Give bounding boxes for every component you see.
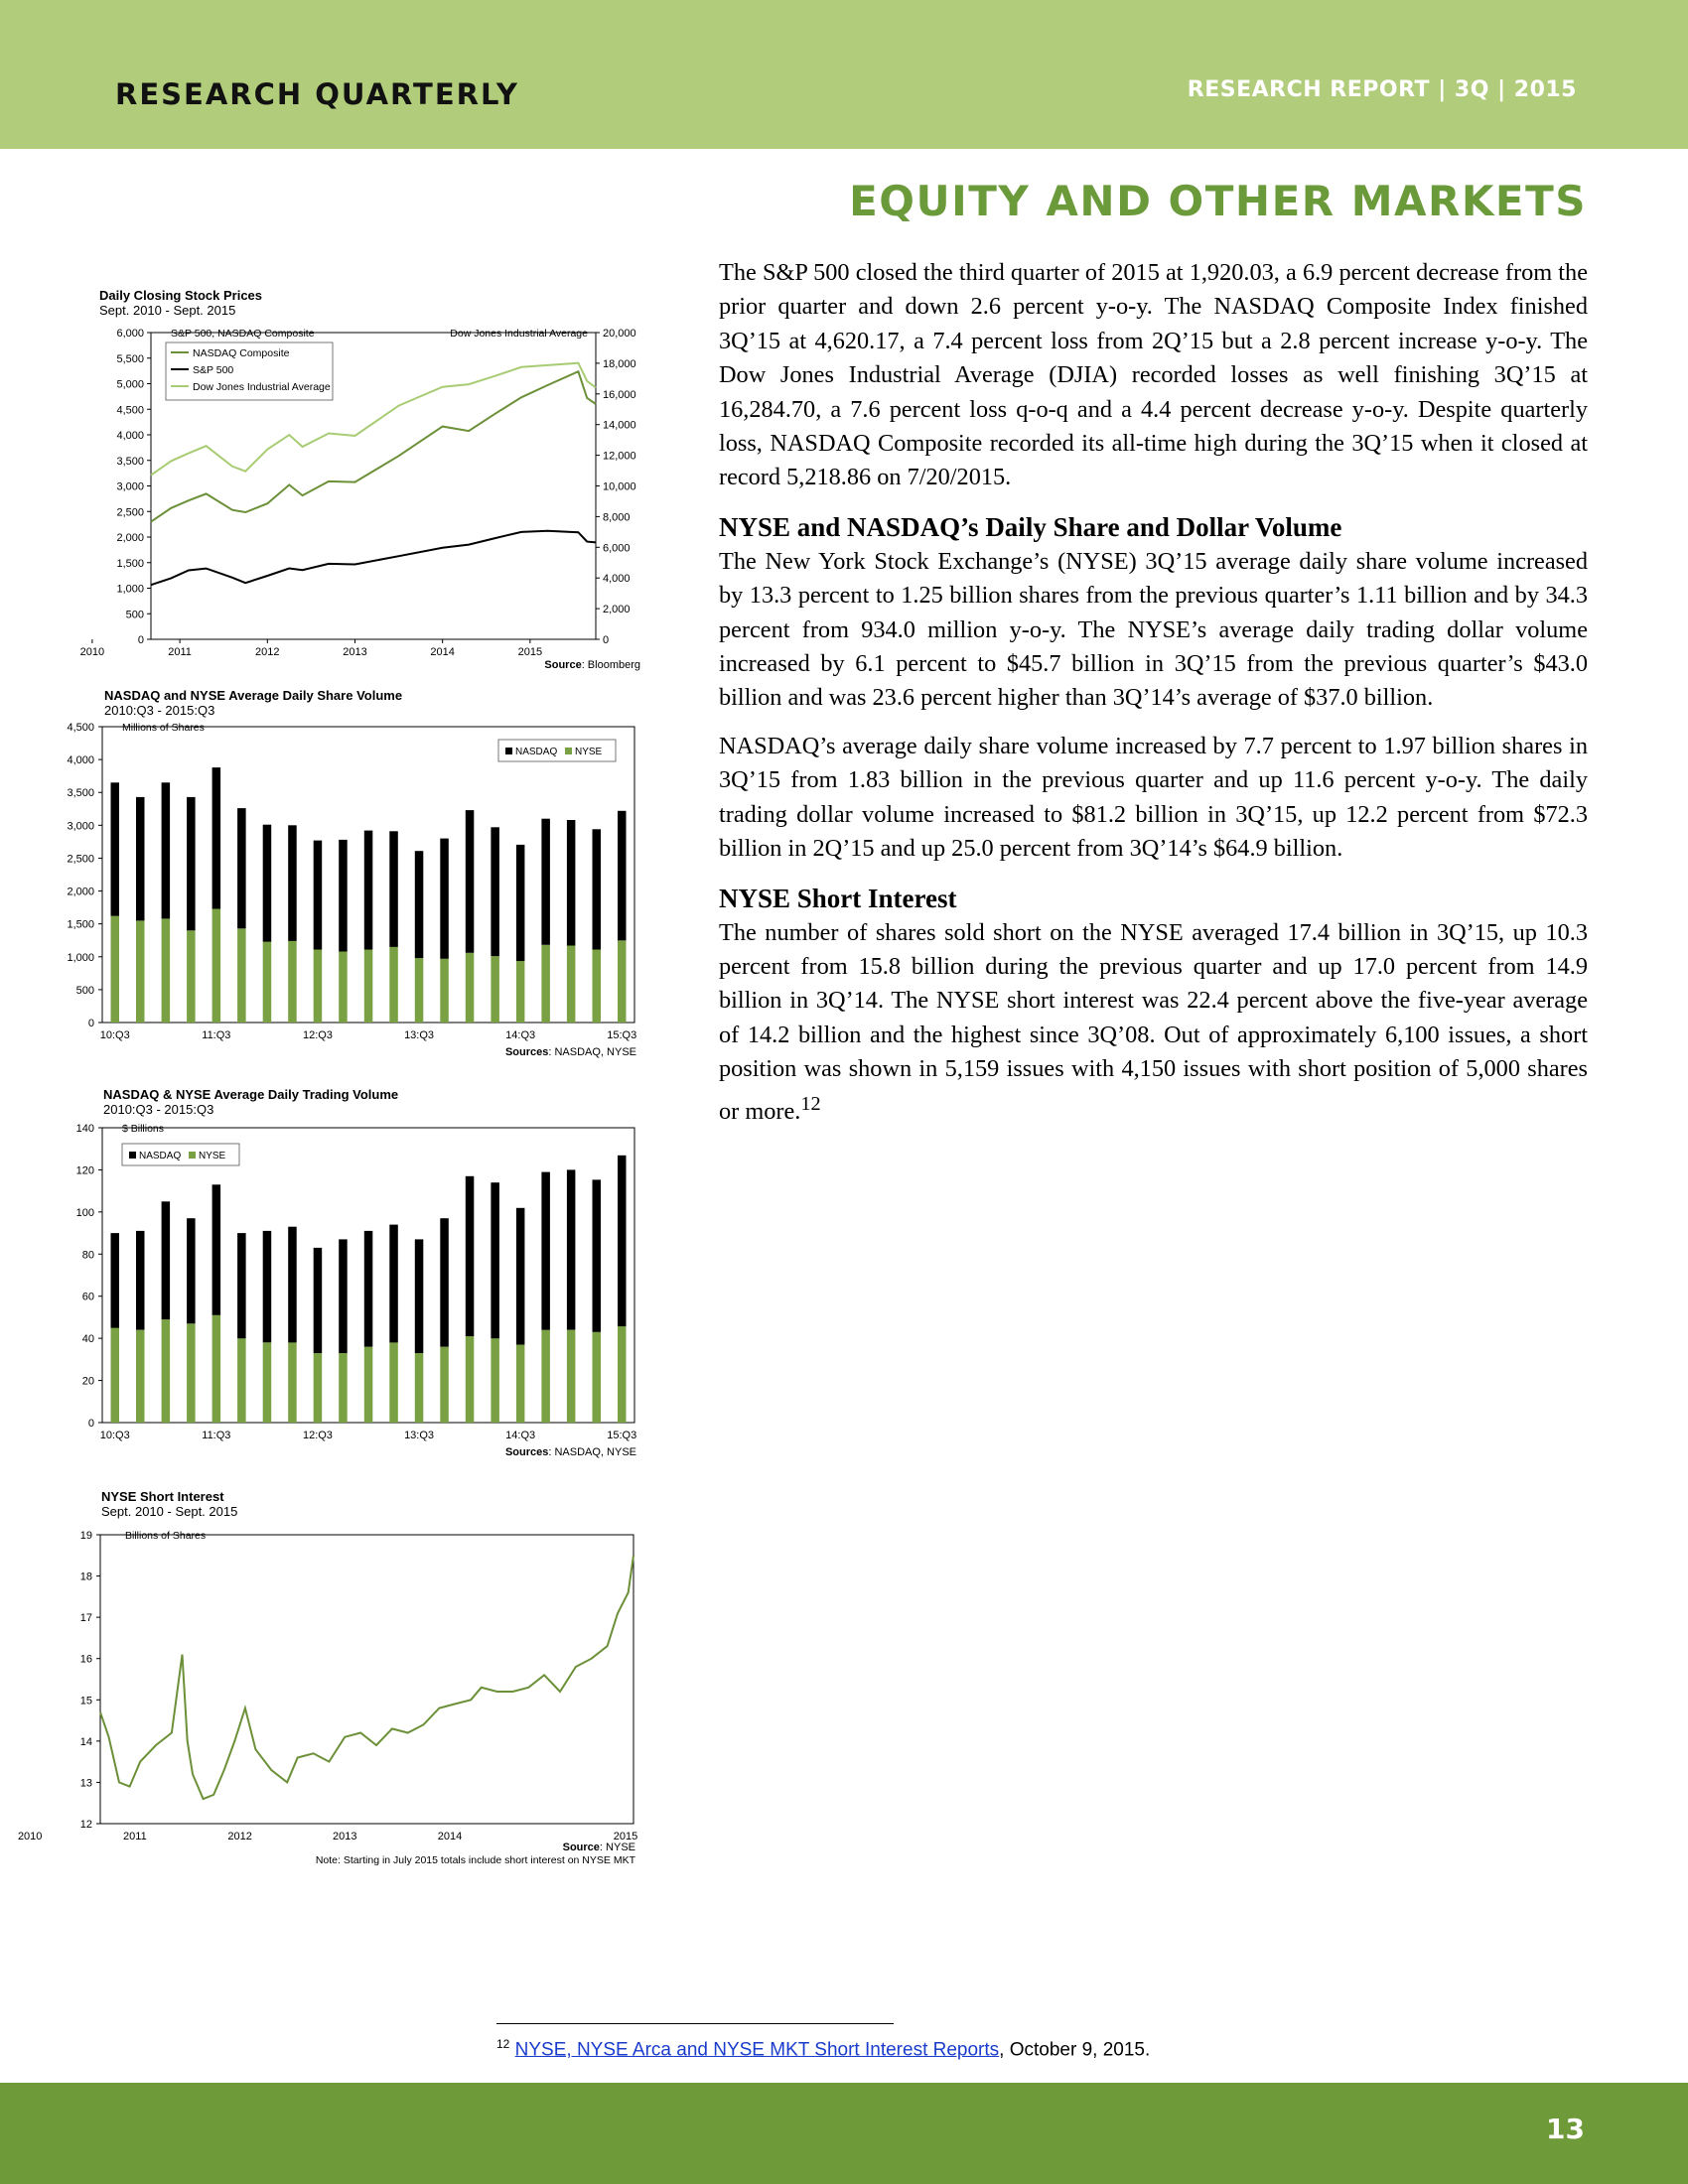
legend-swatch-nasdaq bbox=[129, 1152, 136, 1159]
bar-nyse bbox=[618, 1326, 627, 1423]
bar-nasdaq bbox=[237, 808, 246, 928]
bar-nasdaq bbox=[466, 810, 475, 953]
right-axis-label: Dow Jones Industrial Average bbox=[450, 328, 588, 340]
y-right-tick-label: 0 bbox=[603, 634, 610, 646]
bar-nasdaq bbox=[415, 1239, 424, 1353]
bar-nyse bbox=[136, 920, 145, 1023]
bar-nyse bbox=[567, 946, 576, 1024]
y-left-tick-label: 5,500 bbox=[116, 352, 144, 365]
y-tick-label: 2,000 bbox=[67, 886, 94, 898]
chart-source bbox=[505, 1046, 636, 1058]
bar-nasdaq bbox=[339, 840, 348, 952]
bar-nyse bbox=[415, 958, 424, 1023]
legend-label: Dow Jones Industrial Average bbox=[193, 381, 331, 393]
bar-nyse bbox=[516, 961, 525, 1023]
bar-nasdaq bbox=[618, 1156, 627, 1326]
legend-label-nyse: NYSE bbox=[199, 1151, 226, 1161]
bar-nyse bbox=[593, 1332, 602, 1423]
legend-label-nasdaq: NASDAQ bbox=[515, 747, 558, 757]
bar-nasdaq bbox=[593, 1179, 602, 1331]
short-interest-text: The number of shares sold short on the NYSE averaged 17.4 billion in 3Q’15, up 10.3 percent from 15.8 billion during the previous quarter and up 17.0 percent from 14.9 billion in 3Q’14. The NYSE short interest was 22.4 percent above the five-year average of 14.2 billion and the highest since 3Q’08. Out of approximately 6,100 issues, a short position was shown in 5,159 issues with 4,150 issues with short position of 5,000 shares or more. bbox=[719, 918, 1588, 1125]
footnote-number: 12 bbox=[496, 2037, 510, 2051]
chart-share-volume bbox=[67, 685, 657, 1070]
bar-nyse bbox=[288, 1342, 297, 1423]
bar-nyse bbox=[111, 1328, 120, 1424]
y-tick-label: 17 bbox=[79, 1612, 92, 1625]
section-title: EQUITY AND OTHER MARKETS bbox=[849, 177, 1587, 225]
series-line-s-p-500 bbox=[151, 531, 596, 585]
y-tick-label: 100 bbox=[75, 1206, 94, 1219]
bar-nyse bbox=[440, 959, 449, 1023]
y-left-tick-label: 3,000 bbox=[116, 480, 144, 493]
plot-frame bbox=[100, 1535, 633, 1824]
bar-nasdaq bbox=[111, 782, 120, 915]
chart-source bbox=[563, 1842, 635, 1853]
source-label: Sources bbox=[504, 1046, 549, 1058]
bar-nyse bbox=[516, 1345, 525, 1424]
chart-title: Daily Closing Stock Prices bbox=[99, 288, 263, 303]
bar-nyse bbox=[389, 1342, 398, 1423]
bar-nasdaq bbox=[212, 1184, 221, 1315]
y-tick-label: 120 bbox=[75, 1164, 94, 1177]
chart-subtitle: 2010:Q3 - 2015:Q3 bbox=[103, 1102, 214, 1117]
bar-nyse bbox=[339, 952, 348, 1024]
legend-label: S&P 500 bbox=[193, 364, 234, 376]
y-left-tick-label: 0 bbox=[137, 634, 144, 646]
x-tick-label: 2014 bbox=[430, 646, 455, 658]
bar-nasdaq bbox=[187, 797, 196, 930]
chart-note: Note: Starting in July 2015 totals include short interest on NYSE MKT bbox=[315, 1854, 635, 1866]
chart-daily-closing-prices bbox=[79, 286, 657, 673]
bar-nasdaq bbox=[288, 825, 297, 941]
source-label: Sources bbox=[504, 1446, 549, 1458]
bar-nyse bbox=[466, 1336, 475, 1423]
y-left-tick-label: 2,000 bbox=[116, 532, 144, 544]
bar-nyse bbox=[288, 941, 297, 1023]
source-value: : NASDAQ, NYSE bbox=[548, 1046, 636, 1058]
y-tick-label: 16 bbox=[79, 1653, 92, 1666]
bar-nasdaq bbox=[187, 1218, 196, 1323]
source-value: : Bloomberg bbox=[581, 659, 640, 671]
y-left-tick-label: 3,500 bbox=[116, 455, 144, 468]
y-tick-label: 80 bbox=[81, 1249, 94, 1262]
legend-label: NASDAQ Composite bbox=[193, 347, 290, 359]
y-tick-label: 18 bbox=[79, 1570, 92, 1583]
body-text-column bbox=[719, 256, 1588, 1143]
bar-nyse bbox=[618, 940, 627, 1023]
bar-nasdaq bbox=[516, 845, 525, 961]
y-tick-label: 0 bbox=[87, 1418, 94, 1430]
footnote-link[interactable]: NYSE, NYSE Arca and NYSE MKT Short Interest Reports bbox=[514, 2039, 1000, 2061]
footnote-rest: , October 9, 2015. bbox=[999, 2039, 1151, 2061]
x-tick-label: 2013 bbox=[343, 646, 367, 658]
bar-nyse bbox=[491, 956, 499, 1023]
y-left-tick-label: 1,500 bbox=[116, 557, 144, 570]
x-tick-label: 14:Q3 bbox=[505, 1430, 536, 1441]
bar-nyse bbox=[212, 908, 221, 1023]
unit-label: Millions of Shares bbox=[122, 722, 205, 734]
footnote-divider bbox=[496, 2023, 894, 2024]
bar-nasdaq bbox=[314, 1248, 323, 1353]
bar-nyse bbox=[364, 1347, 373, 1423]
bar-nasdaq bbox=[618, 811, 627, 941]
bar-nasdaq bbox=[516, 1208, 525, 1345]
y-left-tick-label: 500 bbox=[125, 609, 144, 621]
bar-nasdaq bbox=[567, 820, 576, 946]
bar-nyse bbox=[162, 918, 171, 1023]
bar-nyse bbox=[389, 947, 398, 1023]
bar-nasdaq bbox=[162, 782, 171, 918]
bar-nasdaq bbox=[389, 831, 398, 947]
x-tick-label: 2014 bbox=[437, 1831, 463, 1843]
bar-nasdaq bbox=[491, 1182, 499, 1338]
y-tick-label: 140 bbox=[75, 1123, 94, 1135]
bar-nyse bbox=[111, 916, 120, 1023]
page-number: 13 bbox=[1546, 2113, 1585, 2145]
y-tick-label: 12 bbox=[79, 1819, 92, 1831]
left-axis-label: S&P 500, NASDAQ Composite bbox=[171, 328, 315, 340]
report-identifier: RESEARCH REPORT | 3Q | 2015 bbox=[1187, 77, 1577, 102]
x-tick-label: 2010 bbox=[79, 646, 105, 658]
page-footer bbox=[0, 2083, 1688, 2184]
x-tick-label: 2012 bbox=[227, 1831, 252, 1843]
y-tick-label: 4,000 bbox=[67, 754, 94, 767]
y-right-tick-label: 12,000 bbox=[603, 450, 636, 463]
y-tick-label: 40 bbox=[81, 1333, 94, 1346]
y-right-tick-label: 14,000 bbox=[603, 419, 636, 432]
page-header bbox=[0, 0, 1688, 149]
y-tick-label: 20 bbox=[81, 1375, 94, 1388]
bar-nyse bbox=[314, 950, 323, 1024]
chart-share-volume-svg bbox=[67, 685, 657, 1070]
source-value: : NASDAQ, NYSE bbox=[548, 1446, 636, 1458]
chart-source bbox=[544, 659, 640, 671]
footnote bbox=[496, 2037, 1150, 2061]
bar-nyse bbox=[263, 1342, 272, 1423]
bar-nasdaq bbox=[314, 841, 323, 950]
bar-nyse bbox=[187, 930, 196, 1023]
y-tick-label: 14 bbox=[79, 1735, 92, 1748]
y-right-tick-label: 16,000 bbox=[603, 388, 636, 401]
bar-nyse bbox=[237, 1338, 246, 1423]
y-tick-label: 19 bbox=[79, 1530, 92, 1542]
chart-subtitle: Sept. 2010 - Sept. 2015 bbox=[101, 1504, 238, 1519]
source-label: Source bbox=[562, 1842, 600, 1853]
chart-short-interest-svg bbox=[17, 1486, 657, 1873]
chart-source bbox=[505, 1446, 636, 1458]
legend-swatch-nyse bbox=[565, 748, 572, 754]
y-tick-label: 500 bbox=[75, 984, 94, 997]
y-tick-label: 3,000 bbox=[67, 820, 94, 833]
bar-nyse bbox=[364, 950, 373, 1024]
bar-nasdaq bbox=[136, 797, 145, 921]
chart-subtitle: Sept. 2010 - Sept. 2015 bbox=[99, 303, 236, 318]
bar-nasdaq bbox=[364, 1231, 373, 1347]
x-tick-label: 2013 bbox=[333, 1831, 357, 1843]
bar-nyse bbox=[314, 1353, 323, 1423]
bar-nyse bbox=[263, 942, 272, 1024]
bar-nasdaq bbox=[212, 767, 221, 908]
y-right-tick-label: 8,000 bbox=[603, 511, 631, 524]
y-right-tick-label: 4,000 bbox=[603, 573, 631, 586]
bar-nyse bbox=[136, 1330, 145, 1423]
bar-nasdaq bbox=[541, 819, 550, 945]
bar-nyse bbox=[212, 1315, 221, 1423]
x-tick-label: 13:Q3 bbox=[404, 1430, 435, 1441]
y-tick-label: 0 bbox=[87, 1018, 94, 1029]
bar-nyse bbox=[237, 928, 246, 1023]
chart-short-interest bbox=[17, 1486, 657, 1873]
x-tick-label: 10:Q3 bbox=[99, 1430, 130, 1441]
x-tick-label: 15:Q3 bbox=[607, 1430, 637, 1441]
bar-nasdaq bbox=[162, 1201, 171, 1319]
y-tick-label: 2,500 bbox=[67, 853, 94, 866]
y-right-tick-label: 18,000 bbox=[603, 357, 636, 370]
x-tick-label: 2011 bbox=[123, 1831, 147, 1843]
bar-nasdaq bbox=[415, 851, 424, 958]
chart-subtitle: 2010:Q3 - 2015:Q3 bbox=[104, 703, 215, 718]
unit-label: $ Billions bbox=[122, 1123, 165, 1135]
heading-volume: NYSE and NASDAQ’s Daily Share and Dollar Volume bbox=[719, 511, 1342, 542]
legend-label-nyse: NYSE bbox=[575, 747, 603, 757]
bar-nasdaq bbox=[111, 1233, 120, 1328]
x-tick-label: 15:Q3 bbox=[607, 1029, 637, 1041]
chart-title: NYSE Short Interest bbox=[101, 1489, 224, 1504]
series-line-short-interest bbox=[100, 1556, 633, 1799]
bar-nyse bbox=[541, 1330, 550, 1423]
chart-title: NASDAQ and NYSE Average Daily Share Volume bbox=[104, 688, 403, 703]
chart-prices-svg bbox=[79, 286, 657, 673]
source-value: : NYSE bbox=[599, 1842, 635, 1853]
bar-nyse bbox=[541, 945, 550, 1023]
publication-title: RESEARCH QUARTERLY bbox=[115, 77, 519, 111]
legend-swatch-nyse bbox=[189, 1152, 196, 1159]
bar-nyse bbox=[187, 1323, 196, 1423]
x-tick-label: 11:Q3 bbox=[202, 1029, 231, 1041]
x-tick-label: 2015 bbox=[613, 1831, 638, 1843]
y-tick-label: 60 bbox=[81, 1291, 94, 1303]
bar-nyse bbox=[466, 953, 475, 1023]
bar-nyse bbox=[491, 1338, 499, 1423]
y-right-tick-label: 6,000 bbox=[603, 542, 631, 555]
y-tick-label: 15 bbox=[79, 1695, 92, 1707]
bar-nasdaq bbox=[339, 1239, 348, 1353]
y-left-tick-label: 1,000 bbox=[116, 583, 144, 596]
x-tick-label: 14:Q3 bbox=[505, 1029, 536, 1041]
paragraph-equity-summary: The S&P 500 closed the third quarter of 2015 at 1,920.03, a 6.9 percent decrease from the prior quarter and down 2.6 percent y-o-y. The NASDAQ Composite Index finished 3Q’15 at 4,620.17, a 7.4 percent loss from 2Q’15 but a 2.8 percent increase y-o-y. The Dow Jones Industrial Average (DJIA) recorded losses as well finishing 3Q’15 at 16,284.70, a 7.6 percent loss q-o-q and a 4.4 percent decrease y-o-y. Despite quarterly loss, NASDAQ Composite recorded its all-time high during the 3Q’15 when it closed at record 5,218.86 on 7/20/2015. bbox=[719, 259, 1588, 491]
y-tick-label: 13 bbox=[79, 1777, 92, 1790]
y-left-tick-label: 4,500 bbox=[116, 404, 144, 417]
paragraph-short-interest bbox=[719, 916, 1588, 1130]
chart-trading-volume bbox=[75, 1084, 657, 1469]
bar-nasdaq bbox=[263, 1231, 272, 1342]
bar-nasdaq bbox=[389, 1225, 398, 1343]
x-tick-label: 2011 bbox=[168, 646, 192, 658]
bar-nyse bbox=[440, 1347, 449, 1423]
x-tick-label: 2012 bbox=[255, 646, 280, 658]
y-left-tick-label: 6,000 bbox=[116, 328, 144, 340]
paragraph-nyse-volume: The New York Stock Exchange’s (NYSE) 3Q’15 average daily share volume increased by 13.3 percent to 1.25 billion shares from the previous quarter’s 1.11 billion and by 34.3 percent from 934.0 million y-o-y. The NYSE’s average daily trading dollar volume increased by 6.1 percent to $45.7 billion in 3Q’15 from the previous quarter’s $43.0 billion and was 23.6 percent higher than 3Q’14’s average of $37.0 billion. bbox=[719, 547, 1588, 712]
x-tick-label: 10:Q3 bbox=[99, 1029, 130, 1041]
unit-label: Billions of Shares bbox=[125, 1530, 207, 1542]
y-left-tick-label: 4,000 bbox=[116, 430, 144, 442]
chart-title: NASDAQ & NYSE Average Daily Trading Volume bbox=[103, 1087, 399, 1102]
bar-nasdaq bbox=[440, 839, 449, 959]
y-tick-label: 4,500 bbox=[67, 722, 94, 734]
x-tick-label: 11:Q3 bbox=[202, 1430, 231, 1441]
y-left-tick-label: 2,500 bbox=[116, 506, 144, 519]
bar-nasdaq bbox=[440, 1218, 449, 1346]
footnote-reference: 12 bbox=[800, 1092, 821, 1115]
x-tick-label: 13:Q3 bbox=[404, 1029, 435, 1041]
source-label: Source bbox=[544, 659, 582, 671]
y-tick-label: 3,500 bbox=[67, 787, 94, 800]
bar-nyse bbox=[593, 950, 602, 1024]
bar-nasdaq bbox=[541, 1172, 550, 1330]
legend-label-nasdaq: NASDAQ bbox=[139, 1151, 182, 1161]
bar-nasdaq bbox=[263, 825, 272, 942]
bar-nyse bbox=[162, 1319, 171, 1423]
x-tick-label: 2010 bbox=[17, 1831, 43, 1843]
y-right-tick-label: 20,000 bbox=[603, 328, 636, 340]
bar-nasdaq bbox=[491, 827, 499, 956]
bar-nasdaq bbox=[288, 1227, 297, 1343]
y-right-tick-label: 2,000 bbox=[603, 604, 631, 616]
bar-nasdaq bbox=[593, 829, 602, 949]
bar-nyse bbox=[339, 1353, 348, 1423]
bar-nasdaq bbox=[136, 1231, 145, 1330]
y-tick-label: 1,000 bbox=[67, 951, 94, 964]
x-tick-label: 12:Q3 bbox=[302, 1029, 333, 1041]
x-tick-label: 12:Q3 bbox=[302, 1430, 333, 1441]
chart-trading-volume-svg bbox=[75, 1084, 657, 1469]
bar-nasdaq bbox=[364, 831, 373, 950]
x-tick-label: 2015 bbox=[517, 646, 543, 658]
y-tick-label: 1,500 bbox=[67, 918, 94, 931]
heading-short-interest: NYSE Short Interest bbox=[719, 883, 957, 913]
legend-swatch-nasdaq bbox=[505, 748, 512, 754]
paragraph-nasdaq-volume: NASDAQ’s average daily share volume increased by 7.7 percent to 1.97 billion shares in 3Q’15 from 1.83 billion in the previous quarter and up 11.6 percent y-o-y. The daily trading dollar volume increased to $81.2 billion in 3Q’15, up 12.2 percent from $72.3 billion in 2Q’15 and up 25.0 percent from 3Q’14’s $64.9 billion. bbox=[719, 732, 1588, 863]
y-right-tick-label: 10,000 bbox=[603, 480, 636, 493]
bar-nyse bbox=[415, 1353, 424, 1423]
y-left-tick-label: 5,000 bbox=[116, 378, 144, 391]
bar-nasdaq bbox=[567, 1169, 576, 1329]
bar-nasdaq bbox=[466, 1176, 475, 1336]
bar-nasdaq bbox=[237, 1233, 246, 1338]
bar-nyse bbox=[567, 1330, 576, 1423]
